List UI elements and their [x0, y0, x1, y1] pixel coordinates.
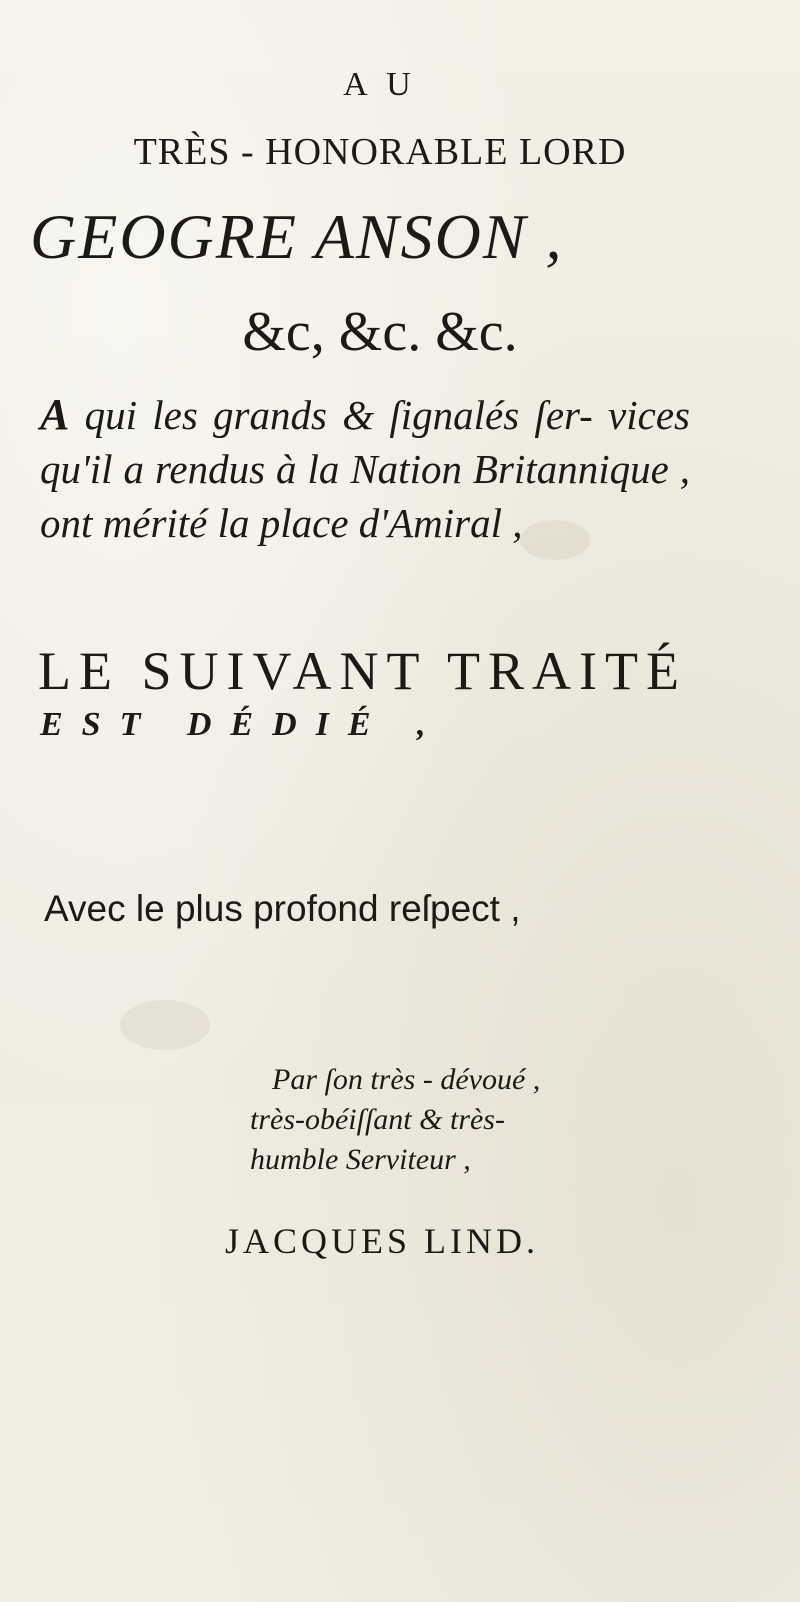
rank-line: TRÈS - HONORABLE LORD: [133, 131, 627, 173]
titles-line: &c, &c. &c.: [242, 301, 518, 363]
signoff-line-2: très-obéiſſant & très-: [250, 1103, 505, 1136]
author-name: JACQUES LIND.: [225, 1221, 540, 1261]
signoff-line-3: humble Serviteur ,: [250, 1143, 471, 1176]
merit-paragraph: A qui les grands & ſignalés ſer- vices qu'il a rendus à la Nation Britannique , ont mérité la place d'Amiral ,: [40, 390, 690, 546]
dedicatee-name: GEOGRE ANSON ,: [30, 201, 564, 272]
signoff-line-1: Par ſon très - dévoué ,: [272, 1063, 541, 1096]
heading-dedie: EST DÉDIÉ ,: [40, 706, 445, 743]
paper-stain: [120, 1000, 210, 1050]
heading-traite: LE SUIVANT TRAITÉ: [38, 641, 687, 701]
respect-line: Avec le plus profond reſpect ,: [44, 888, 521, 929]
signoff-block: [250, 1060, 690, 1180]
salutation: A U: [343, 66, 417, 103]
